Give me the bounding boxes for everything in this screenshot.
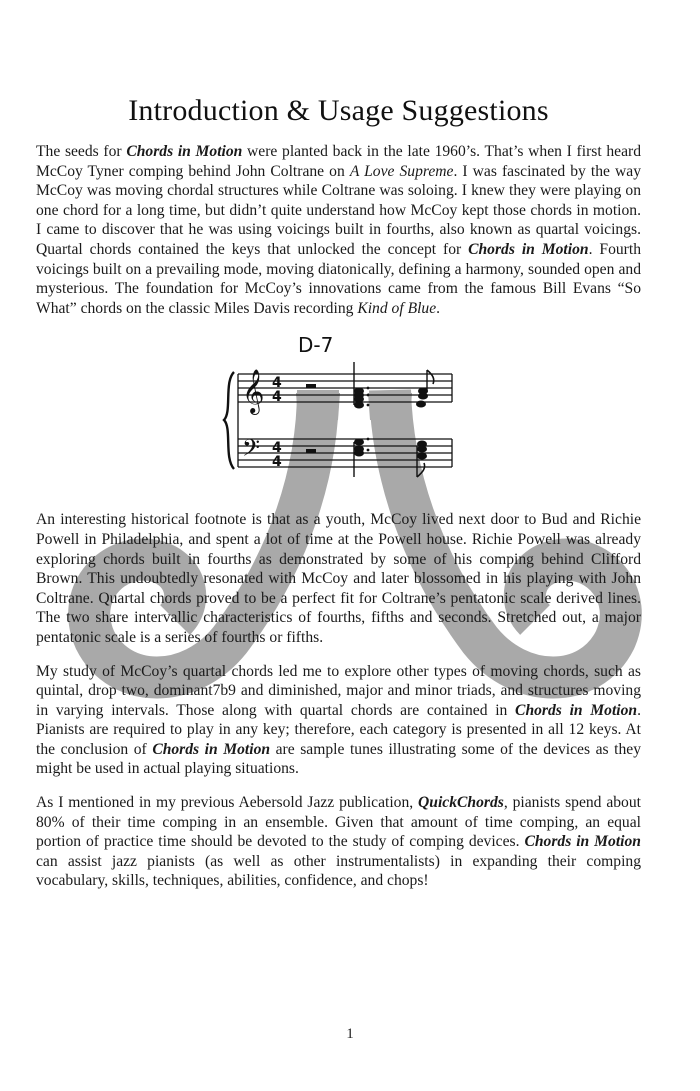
page-title: Introduction & Usage Suggestions <box>128 94 549 127</box>
book-title-emphasis: Chords in Motion <box>152 740 271 758</box>
treble-clef-icon: 𝄞 <box>242 369 265 414</box>
text-segment: The seeds for <box>36 143 127 160</box>
text-segment: , pianists spend about 80% of their time comping in an ensemble. Given that amount of time comping, an equal portion of practice time should be devoted to the study of comping devices. <box>36 794 641 851</box>
music-notation-example <box>36 332 641 504</box>
brace-icon <box>224 372 234 469</box>
time-signature-top: 4 <box>272 375 282 392</box>
book-title-emphasis: Chords in Motion <box>468 240 589 258</box>
publication-title-emphasis: QuickChords <box>418 794 504 812</box>
album-title: Kind of Blue <box>357 299 437 317</box>
paragraph-3 <box>36 662 641 780</box>
half-rest-icon <box>306 384 316 388</box>
text-segment: An interesting historical footnote is that as a youth, McCoy lived next door to Bud and Richie Powell in Philadelphia, and spent a lot of time at the Powell house. Richie Powell was already exploring chords built in fourths as demonstrated by some of his comping behind Clifford Brown. This undoubtedly resonated with McCoy and later blossomed in his playing with John Coltrane. Quartal chords proved to be a perfect fit for Coltrane’s pentatonic scale derived lines. The two share intervallic characteristics of fourths, fifths and seconds. Stretched out, a major pentatonic scale is a series of fourths or fifths. <box>36 511 641 646</box>
bass-chord-2 <box>417 441 427 478</box>
text-segment: . Pianists are required to play in any key; therefore, each category is presented in all 12 keys. At the conclusion of <box>36 701 641 758</box>
time-signature-bottom: 4 <box>272 454 282 471</box>
text-segment: were planted back in the late 1960’s. That’s when I first heard McCoy Tyner comping behind John Coltrane on <box>36 143 642 180</box>
page-content <box>36 92 641 905</box>
grand-staff-figure <box>36 332 641 504</box>
text-segment: can assist jazz pianists (as well as other instrumentalists) in expanding their comping vocabulary, skills, techniques, abilities, confidence, and chops! <box>36 852 641 890</box>
time-signature-top: 4 <box>272 440 282 457</box>
text-segment: are sample tunes illustrating some of the devices as they might be used in actual playing situations. <box>36 740 641 778</box>
text-segment: My study of McCoy’s quartal chords led me to explore other types of moving chords, such as quintal, drop two, dominant7b9 and diminished, major and minor triads, and structures moving in varying intervals. Those along with quartal chords are contained in <box>36 662 641 719</box>
paragraph-2 <box>36 510 641 647</box>
time-signature-bottom: 4 <box>272 389 282 406</box>
text-segment: As I mentioned in my previous Aebersold Jazz publication, <box>36 794 419 812</box>
book-title-emphasis: Chords in Motion <box>126 143 243 160</box>
book-title-emphasis: Chords in Motion <box>515 701 638 719</box>
album-title: A Love Supreme <box>349 162 454 180</box>
text-segment: . Fourth voicings built on a prevailing mode, moving diatonically, defining a harmony, sounded open and mysterious. The foundation for McCoy’s innovations came from the famous Bill Evans “So What” chords on the classic Miles Davis recording <box>36 240 641 317</box>
text-segment: . I was fascinated by the way McCoy was moving chordal structures while Coltrane was soloing. I knew they were playing on one chord for a long time, but didn’t quite understand how McCoy kept those chords in motion. I came to discover that he was using voicings built in fourths, also known as quartal voicings. Quartal chords contained the keys that unlocked the concept for <box>36 162 641 258</box>
bass-chord-1 <box>354 438 369 477</box>
paragraph-1 <box>36 142 641 318</box>
page-number: 1 <box>346 1026 354 1042</box>
half-rest-icon <box>306 449 316 453</box>
bass-clef-icon: 𝄢 <box>242 434 261 468</box>
text-segment: . <box>436 299 441 317</box>
paragraph-4 <box>36 793 641 891</box>
book-title-emphasis: Chords in Motion <box>524 833 641 851</box>
chord-symbol: D-7 <box>298 333 334 358</box>
